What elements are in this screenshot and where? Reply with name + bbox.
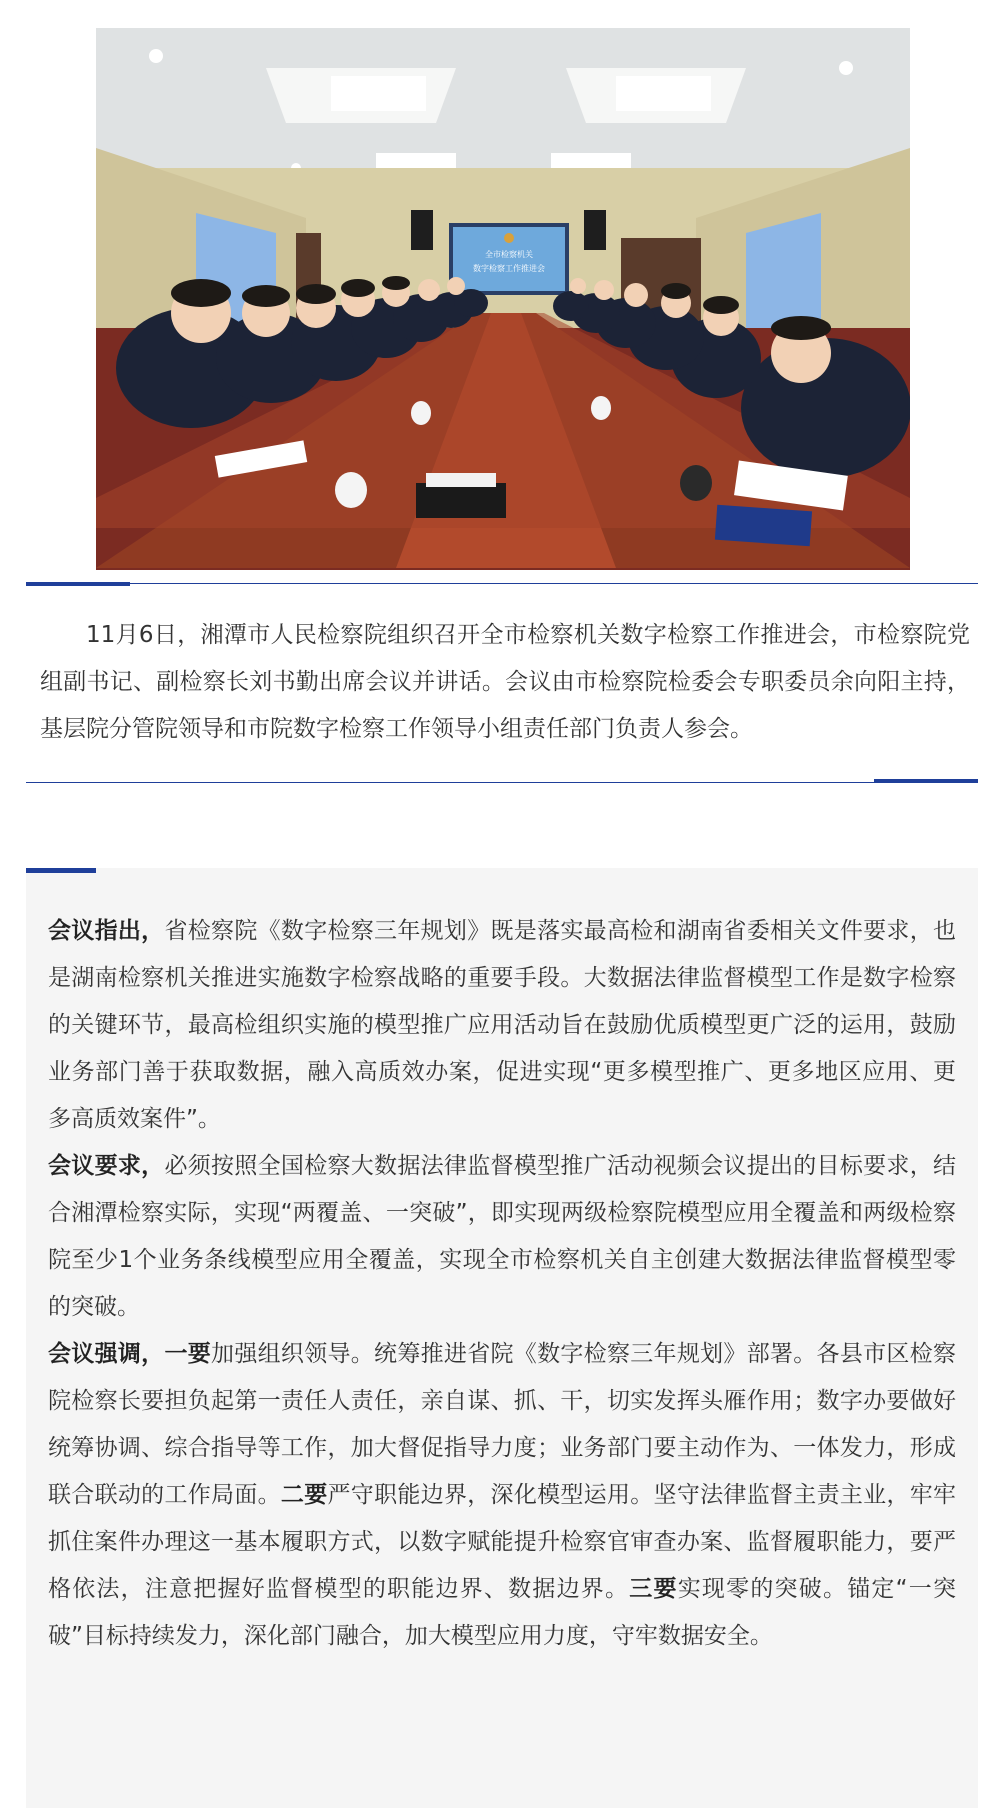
paragraph-1-text: 省检察院《数字检察三年规划》既是落实最高检和湖南省委相关文件要求，也是湖南检察机关推进实施数字检察战略的重要手段。大数据法律监督模型工作是数字检察的关键环节，最高检组织实施的模型推广应用活动旨在鼓励优质模型更广泛的运用，鼓励业务部门善于获取数据，融入高质效办案，促进实现“更多模型推广、更多地区应用、更多高质效案件”。 bbox=[48, 918, 957, 1132]
intro-bottom-accent bbox=[874, 779, 978, 783]
paragraph-3-lead: 会议强调，一要 bbox=[48, 1341, 212, 1367]
intro-top-accent bbox=[26, 582, 130, 586]
intro-bottom-rule bbox=[26, 782, 978, 783]
summary-text bbox=[48, 908, 956, 1660]
paragraph-3-text-2: 严守职能边界，深化模型运用。坚守法律监督主责主业，牢牢抓住案件办理这一基本履职方式，以数字赋能提升检察官审查办案、监督履职能力，要严格依法，注意把握好监督模型的职能边界、数据边界。 bbox=[48, 1482, 957, 1602]
screen-line-2: 数字检察工作推进会 bbox=[473, 264, 545, 273]
summary-paragraph-2 bbox=[48, 1143, 956, 1331]
summary-paragraph-3 bbox=[48, 1331, 956, 1660]
meeting-photo-illustration bbox=[96, 28, 910, 570]
summary-accent-bar bbox=[26, 868, 96, 873]
paragraph-3-text-3: 实现零的突破。锚定“一突破”目标持续发力，深化部门融合，加大模型应用力度，守牢数据安全。 bbox=[48, 1576, 957, 1649]
paragraph-2-text: 必须按照全国检察大数据法律监督模型推广活动视频会议提出的目标要求，结合湘潭检察实际，实现“两覆盖、一突破”，即实现两级检察院模型应用全覆盖和两级检察院至少1个业务条线模型应用全覆盖，实现全市检察机关自主创建大数据法律监督模型零的突破。 bbox=[48, 1153, 957, 1320]
intro-paragraph: 11月6日，湘潭市人民检察院组织召开全市检察机关数字检察工作推进会，市检察院党组副书记、副检察长刘书勤出席会议并讲话。会议由市检察院检委会专职委员余向阳主持，基层院分管院领导和市院数字检察工作领导小组责任部门负责人参会。 bbox=[40, 622, 970, 742]
paragraph-3-lead-2: 二要 bbox=[280, 1482, 328, 1508]
meeting-photo bbox=[96, 28, 910, 570]
paragraph-3-lead-3: 三要 bbox=[629, 1576, 678, 1602]
paragraph-2-lead: 会议要求， bbox=[48, 1153, 165, 1179]
summary-paragraph-1 bbox=[48, 908, 956, 1143]
screen-line-1: 全市检察机关 bbox=[485, 250, 533, 259]
intro-top-rule bbox=[26, 583, 978, 584]
paragraph-1-lead: 会议指出， bbox=[48, 918, 165, 944]
paragraph-3-text-1: 加强组织领导。统筹推进省院《数字检察三年规划》部署。各县市区检察院检察长要担负起第一责任人责任，亲自谋、抓、干，切实发挥头雁作用；数字办要做好统筹协调、综合指导等工作，加大督促指导力度；业务部门要主动作为、一体发力，形成联合联动的工作局面。 bbox=[48, 1341, 957, 1508]
